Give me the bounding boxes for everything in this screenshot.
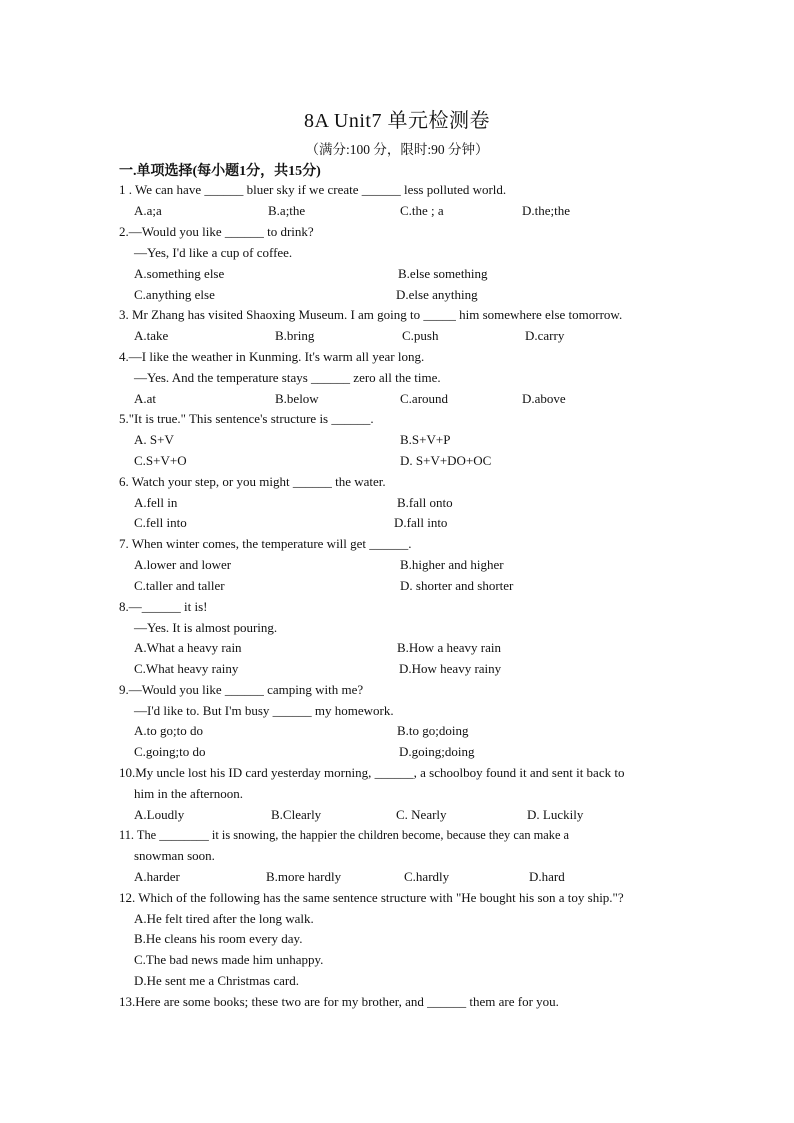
option-c: C.around xyxy=(400,391,449,406)
option-b: B.a;the xyxy=(268,203,306,218)
option-d: D.the;the xyxy=(522,203,571,218)
question-stem: 6. Watch your step, or you might ______ the water. xyxy=(119,474,386,489)
option-a: A.at xyxy=(134,391,157,406)
question-reply: —Yes. And the temperature stays ______ zero all the time. xyxy=(134,370,441,385)
option-b: B.S+V+P xyxy=(400,432,451,447)
option-c: C.going;to do xyxy=(134,744,206,759)
option-b: B.else something xyxy=(398,266,488,281)
option-c: C.The bad news made him unhappy. xyxy=(134,952,324,967)
option-d: D. Luckily xyxy=(527,807,584,822)
question-stem: 2.—Would you like ______ to drink? xyxy=(119,224,314,239)
option-d: D.going;doing xyxy=(399,744,475,759)
option-b: B.to go;doing xyxy=(397,723,469,738)
option-d: D.He sent me a Christmas card. xyxy=(134,973,299,988)
question-stem: 13.Here are some books; these two are for my brother, and ______ them are for you. xyxy=(119,994,559,1009)
question-stem: 8.—______ it is! xyxy=(119,599,208,614)
option-b: B.bring xyxy=(275,328,315,343)
question-reply: —Yes. It is almost pouring. xyxy=(134,620,278,635)
option-b: B.fall onto xyxy=(397,495,453,510)
question-stem-continued: snowman soon. xyxy=(134,848,215,863)
option-d: D.fall into xyxy=(394,515,448,530)
section-heading: 一.单项选择(每小题1分，共15分) xyxy=(119,164,321,179)
question-stem: 11. The ________ it is snowing, the happier the children become, because they can make a xyxy=(119,828,570,842)
option-d: D.How heavy rainy xyxy=(399,661,502,676)
option-a: A.a;a xyxy=(134,203,162,218)
option-a: A.fell in xyxy=(134,495,178,510)
option-d: D. shorter and shorter xyxy=(400,578,514,593)
option-c: C.hardly xyxy=(404,869,450,884)
option-c: C.taller and taller xyxy=(134,578,225,593)
question-stem: 5."It is true." This sentence's structure is ______. xyxy=(119,411,374,426)
option-b: B.more hardly xyxy=(266,869,342,884)
option-c: C.anything else xyxy=(134,287,215,302)
option-c: C.What heavy rainy xyxy=(134,661,239,676)
question-stem: 3. Mr Zhang has visited Shaoxing Museum. I am going to _____ him somewhere else tomorrow. xyxy=(119,307,623,322)
option-a: A.lower and lower xyxy=(134,557,232,572)
option-a: A.harder xyxy=(134,869,180,884)
option-b: B.How a heavy rain xyxy=(397,640,501,655)
option-d: D.carry xyxy=(525,328,565,343)
option-c: C.push xyxy=(402,328,439,343)
page-subtitle: （满分:100 分，限时:90 分钟） xyxy=(305,142,489,157)
option-d: D.above xyxy=(522,391,566,406)
option-a: A.Loudly xyxy=(134,807,185,822)
question-stem: 1 . We can have ______ bluer sky if we create ______ less polluted world. xyxy=(119,182,507,197)
option-a: A.He felt tired after the long walk. xyxy=(134,911,314,926)
option-b: B.He cleans his room every day. xyxy=(134,931,303,946)
option-a: A.What a heavy rain xyxy=(134,640,242,655)
option-a: A.something else xyxy=(134,266,225,281)
option-c: C.fell into xyxy=(134,515,187,530)
question-stem: 9.—Would you like ______ camping with me? xyxy=(119,682,364,697)
option-d: D. S+V+DO+OC xyxy=(400,453,492,468)
question-reply: —I'd like to. But I'm busy ______ my homework. xyxy=(134,703,394,718)
question-stem-continued: him in the afternoon. xyxy=(134,786,244,801)
question-stem: 12. Which of the following has the same sentence structure with "He bought his son a toy ship."? xyxy=(119,890,624,905)
option-c: C.S+V+O xyxy=(134,453,187,468)
option-b: B.higher and higher xyxy=(400,557,504,572)
option-c: C.the ; a xyxy=(400,203,444,218)
option-c: C. Nearly xyxy=(396,807,447,822)
option-a: A. S+V xyxy=(134,432,174,447)
option-a: A.take xyxy=(134,328,169,343)
option-d: D.hard xyxy=(529,869,565,884)
option-d: D.else anything xyxy=(396,287,478,302)
question-stem: 10.My uncle lost his ID card yesterday morning, ______, a schoolboy found it and sent it back to xyxy=(119,765,625,780)
question-stem: 7. When winter comes, the temperature will get ______. xyxy=(119,536,412,551)
page-title: 8A Unit7 单元检测卷 xyxy=(304,110,490,132)
option-b: B.Clearly xyxy=(271,807,322,822)
option-a: A.to go;to do xyxy=(134,723,203,738)
option-b: B.below xyxy=(275,391,319,406)
question-reply: —Yes, I'd like a cup of coffee. xyxy=(134,245,293,260)
question-stem: 4.—I like the weather in Kunming. It's warm all year long. xyxy=(119,349,425,364)
